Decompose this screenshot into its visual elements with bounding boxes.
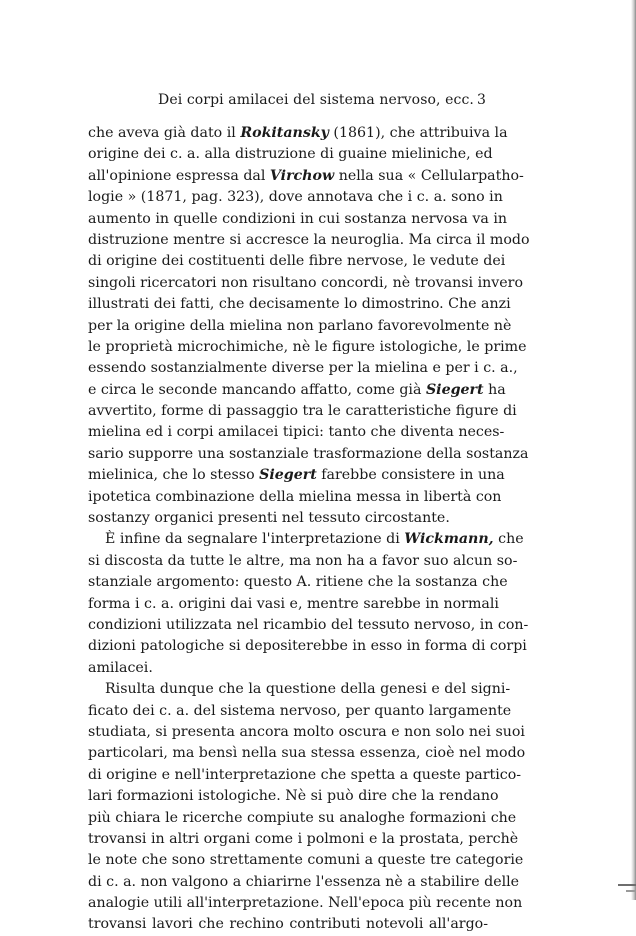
text-line: mielinica, che lo stesso Siegert farebbe consistere in una <box>88 467 505 484</box>
edge-mark <box>618 884 636 886</box>
text-line: illustrati dei fatti, che decisamente lo dimostrino. Che anzi <box>88 296 511 313</box>
text-line: particolari, ma bensì nella sua stessa essenza, cioè nel modo <box>88 745 526 762</box>
text-line: origine dei c. a. alla distruzione di guaine mieliniche, ed <box>88 146 493 163</box>
text-line: Risulta dunque che la questione della genesi e del signi- <box>105 681 511 698</box>
text-line: stanziale argomento: questo A. ritiene che la sostanza che <box>88 574 508 591</box>
text-line: essendo sostanzialmente diverse per la mielina e per i c. a., <box>88 360 518 377</box>
text-line: lari formazioni istologiche. Nè si può dire che la rendano <box>88 788 499 805</box>
paragraph <box>88 679 526 936</box>
text-line: sario supporre una sostanziale trasformazione della sostanza <box>88 445 529 462</box>
text-line: distruzione mentre si accresce la neuroglia. Ma circa il modo <box>88 231 530 248</box>
text-line: È infine da segnalare l'interpretazione di Wickmann, che <box>105 531 524 548</box>
text-line: sostanzy organici presenti nel tessuto circostante. <box>88 510 450 527</box>
author-name: Siegert <box>425 381 484 398</box>
text-line: amilacei. <box>88 659 153 676</box>
paragraph <box>88 529 529 679</box>
author-name: Rokitansky <box>240 125 329 141</box>
text-line: logie » (1871, pag. 323), dove annotava che i c. a. sono in <box>88 189 503 206</box>
text-line: ipotetica combinazione della mielina messa in libertà con <box>88 488 502 505</box>
text-line: avvertito, forme di passaggio tra le caratteristiche figure di <box>88 403 517 420</box>
author-name: Wickmann, <box>404 531 494 548</box>
page-number: 3 <box>476 92 486 108</box>
text-line: le note che sono strettamente comuni a queste tre categorie <box>88 852 524 869</box>
text-line: aumento in quelle condizioni in cui sostanza nervosa va in <box>88 210 508 227</box>
text-line: di origine dei costituenti delle fibre nervose, le vedute dei <box>88 253 506 270</box>
text-line: e circa le seconde mancando affatto, come già Siegert ha <box>88 381 506 398</box>
text-line: analogie utili all'interpretazione. Nell'epoca più recente non <box>88 895 523 912</box>
body-text <box>88 123 530 936</box>
author-name: Virchow <box>269 167 335 184</box>
text-line: si discosta da tutte le altre, ma non ha a favor suo alcun so- <box>88 552 518 569</box>
text-line: ficato dei c. a. del sistema nervoso, per quanto largamente <box>88 702 512 719</box>
text-line: studiata, si presenta ancora molto oscura e non solo nei suoi <box>88 723 525 740</box>
author-name: Siegert <box>259 467 317 484</box>
text-line: di origine e nell'interpretazione che spetta a queste partico- <box>88 766 522 783</box>
text-line: dizioni patologiche si depositerebbe in esso in forma di corpi <box>88 638 527 655</box>
text-line: le proprietà microchimiche, nè le figure istologiche, le prime <box>88 338 527 355</box>
paragraph <box>88 123 530 529</box>
text-line: più chiara le ricerche compiute su analoghe formazioni che <box>88 809 517 826</box>
text-line: condizioni utilizzata nel ricambio del tessuto nervoso, in con- <box>88 616 529 633</box>
text-line: forma i c. a. origini dai vasi e, mentre sarebbe in normali <box>88 595 499 612</box>
edge-mark <box>626 890 636 892</box>
text-line: trovansi in altri organi come i polmoni e la prostata, perchè <box>88 830 519 847</box>
running-title: Dei corpi amilacei del sistema nervoso, ecc. <box>158 92 474 108</box>
text-line: che aveva già dato il Rokitansky (1861), che attribuiva la <box>88 125 508 141</box>
text-line: di c. a. non valgono a chiarirne l'essenza nè a stabilire delle <box>88 873 520 890</box>
text-line: per la origine della mielina non parlano favorevolmente nè <box>88 317 512 334</box>
page-edge-shadow <box>631 0 636 900</box>
text-line: mielina ed i corpi amilacei tipici: tanto che diventa neces- <box>88 424 505 441</box>
text-line: trovansi lavori che rechino contributi notevoli all'argo- <box>88 916 488 933</box>
text-line: all'opinione espressa dal Virchow nella sua « Cellularpatho- <box>88 167 524 184</box>
text-line: singoli ricercatori non risultano concordi, nè trovansi invero <box>88 274 523 291</box>
